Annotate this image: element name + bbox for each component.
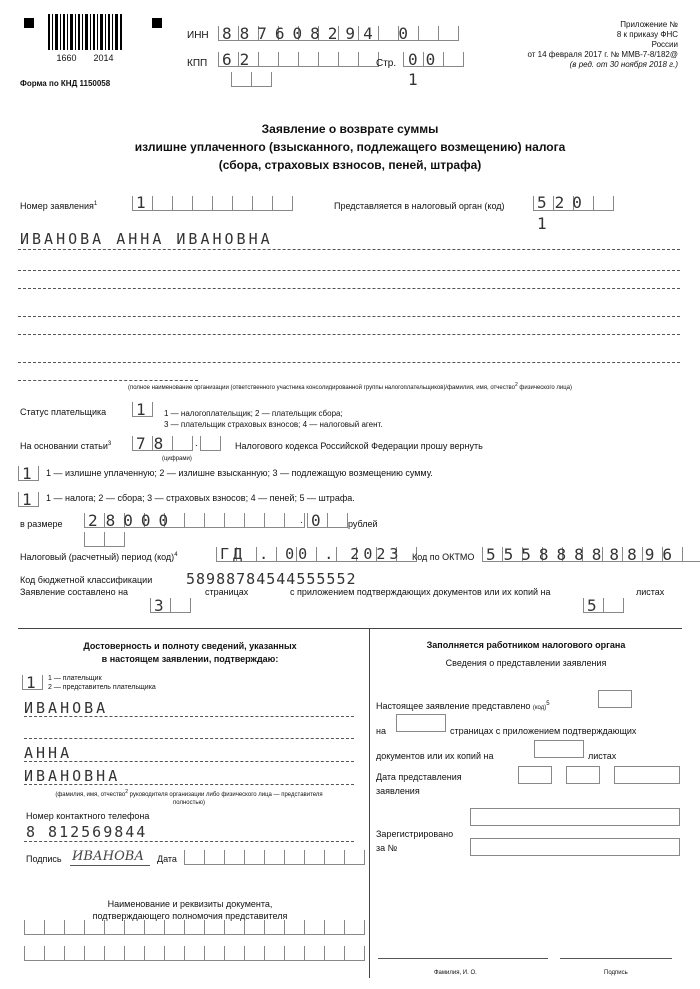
date-label: Дата [157,854,177,864]
label-line: заявления [376,786,420,796]
date-presented-label [376,770,462,798]
label-text: Настоящее заявление представлено [376,701,531,711]
corner-marker [152,18,162,28]
kpp-value[interactable]: 62 [222,50,258,69]
pages-unit: страницах [205,587,249,597]
tax-office-label: Представляется в налоговый орган (код) [334,201,505,211]
fio-row [24,716,354,717]
presented-code-box[interactable] [598,690,632,708]
tax-office-value-2[interactable]: 1 [537,214,555,233]
option-text: 3 — плательщик страховых взносов; 4 — налоговый агент. [164,420,383,429]
order-line: Приложение № [620,20,678,29]
date-month-box[interactable] [566,766,600,784]
article-tail: Налогового кодекса Российской Федерации прошу вернуть [235,441,483,451]
amount-cells-2 [84,532,125,547]
kpp-cells-2 [231,72,272,87]
right-heading: Заполняется работником налогового органа [426,640,626,650]
order-reference [528,20,678,70]
fio-sign-line [378,958,548,959]
label-text: Налоговый (расчетный) период (код) [20,552,175,562]
date-day-box[interactable] [518,766,552,784]
taxpayer-name[interactable]: ИВАНОВА АННА ИВАНОВНА [20,230,273,248]
order-line: 8 к приказу ФНС [616,30,678,39]
footnote-ref: 1 [93,201,98,207]
heading-line: Наименование и реквизиты документа, [107,899,273,909]
date-cells [184,850,365,865]
caption-text: (фамилия, имя, отчество [55,792,126,798]
form-code: Форма по КНД 1150058 [20,79,111,88]
title-line: Заявление о возврате суммы [261,122,439,136]
signature-line [70,865,150,866]
order-line: от 14 февраля 2017 г. № ММВ-7-8/182@ [527,50,678,59]
dot: . [195,438,198,449]
refund-type-options: 1 — излишне уплаченную; 2 — излишне взысканную; 3 — подлежащую возмещению сумму. [46,468,433,478]
registered-box-1[interactable] [470,808,680,826]
caption-text: полностью) [173,800,205,806]
left-heading [20,640,360,666]
fio-row [24,738,354,739]
period-value[interactable]: ГД . 00 . 2023 [220,545,403,563]
order-line: (в ред. от 30 ноября 2018 г.) [569,60,678,69]
pages-value[interactable]: 3 [154,596,172,615]
signer-patronymic[interactable]: ИВАНОВНА [24,767,121,785]
amount-label: в размере [20,519,63,529]
on-label: на [376,726,386,736]
page-label: Стр. [376,58,397,69]
sign-line [560,958,672,959]
oktmo-label: Код по ОКТМО [412,552,475,562]
name-caption [0,382,700,391]
order-line: России [651,40,678,49]
title-line: (сбора, страховых взносов, пеней, штрафа) [218,158,482,172]
name-row [18,380,198,381]
pages-with-label: страницах с приложением подтверждающих [450,726,637,736]
right-subheading: Сведения о представлении заявления [445,658,607,668]
registered-label [376,827,453,855]
footnote-ref: 4 [174,552,178,558]
fio-caption-right: Фамилия, И. О. [434,970,477,976]
signer-surname[interactable]: ИВАНОВА [24,699,109,717]
footnote-ref: 5 [546,701,550,707]
corner-marker [24,18,34,28]
caption-text: физического лица) [517,385,572,391]
caption-text: (полное наименование организации (ответственного участника консолидированной группы налогоплательщиков)/фамилия, имя, отчество [127,385,515,391]
label-text: Номер заявления [20,201,94,211]
fio-row [24,784,354,785]
phone-row [24,841,354,842]
barcode [48,14,122,63]
barcode-number-left: 1660 [56,53,77,63]
name-row [18,288,680,289]
pages-label: Заявление составлено на [20,587,129,597]
status-options [164,408,383,430]
column-divider [369,628,370,978]
inn-value[interactable]: 887608294 0 [222,24,416,43]
barcode-graphic [48,14,122,50]
docs-label: документов или их копий на [376,751,494,761]
tax-office-value[interactable]: 520 [537,193,590,212]
caption-text: руководителя организации либо физического лица — представителя [128,792,323,798]
name-row [18,316,680,317]
dot: . [300,515,303,526]
pages-box[interactable] [396,714,446,732]
article-cells-2 [200,436,221,451]
payment-type-value[interactable]: 1 [22,490,40,509]
refund-type-value[interactable]: 1 [22,464,40,483]
attach-label: с приложением подтверждающих документов или их копий на [290,587,551,597]
option-text: 2 — представитель плательщика [48,684,156,691]
title-line: излишне уплаченного (взысканного, подлежащего возмещению) налога [134,140,566,154]
heading-line: Достоверность и полноту сведений, указанных [83,641,297,651]
barcode-number-right: 2014 [93,53,114,63]
signature[interactable]: ИВАНОВА [72,849,145,864]
footnote-ref: 2 [514,382,518,388]
fio-caption [24,788,354,807]
digits-caption: (цифрами) [162,456,192,462]
name-row [18,334,680,335]
article-value[interactable]: 78 [136,434,172,453]
footnote-ref: (код) [532,705,547,711]
label-line: Дата представления [376,772,462,782]
application-number-label [20,201,97,211]
name-row [18,362,680,363]
signer-first-name[interactable]: АННА [24,744,73,762]
sign-caption-right: Подпись [604,970,628,976]
fio-row [24,761,354,762]
footnote-ref: 3 [107,441,112,447]
amount-unit: рублей [348,519,378,529]
label-line: Зарегистрировано [376,829,454,839]
article-label [20,441,111,451]
doc-heading [20,898,360,922]
payment-type-options: 1 — налога; 2 — сбора; 3 — страховых взносов; 4 — пеней; 5 — штрафа. [46,493,355,503]
attach-unit: листах [636,587,665,597]
phone-label: Номер контактного телефона [26,811,150,821]
kpp-label: КПП [187,58,208,69]
heading-line: подтверждающего полномочия представителя [92,911,288,921]
doc-cells [24,920,365,935]
option-text: 1 — налогоплательщик; 2 — плательщик сбора; [164,409,343,418]
inn-label: ИНН [187,30,209,41]
page-value-2[interactable]: 1 [408,70,426,89]
date-year-box[interactable] [614,766,680,784]
attach-value[interactable]: 5 [587,596,605,615]
phone-value[interactable]: 8 812569844 [26,823,148,841]
heading-line: в настоящем заявлении, подтверждаю: [101,654,279,664]
name-row [18,249,680,250]
document-title [0,120,700,174]
section-divider [18,628,682,629]
signer-options [48,674,156,692]
label-text: На основании статьи [20,441,108,451]
kbk-label: Код бюджетной классификации [20,575,153,585]
doc-cells [24,946,365,961]
registered-box-2[interactable] [470,838,680,856]
application-number-cells [132,196,293,211]
label-line: за № [376,843,398,853]
sheets-box[interactable] [534,740,584,758]
amount-kop-value[interactable]: 0 [311,511,329,530]
sign-label: Подпись [26,854,62,864]
application-number-value[interactable]: 1 [136,193,154,212]
footnote-ref: 2 [125,789,129,795]
sheets-label: листах [588,751,617,761]
page-value[interactable]: 00 [408,50,444,69]
status-label: Статус плательщика [20,407,107,417]
kbk-value[interactable]: 58988784544555552 [186,570,357,588]
signer-value[interactable]: 1 [26,673,44,692]
presented-label [376,701,550,711]
name-row [18,270,680,271]
status-value[interactable]: 1 [136,400,154,419]
period-label [20,552,178,562]
option-text: 1 — плательщик [48,675,102,682]
amount-value[interactable]: 28000 [88,511,177,530]
oktmo-value[interactable]: 55588888896 [486,545,680,564]
